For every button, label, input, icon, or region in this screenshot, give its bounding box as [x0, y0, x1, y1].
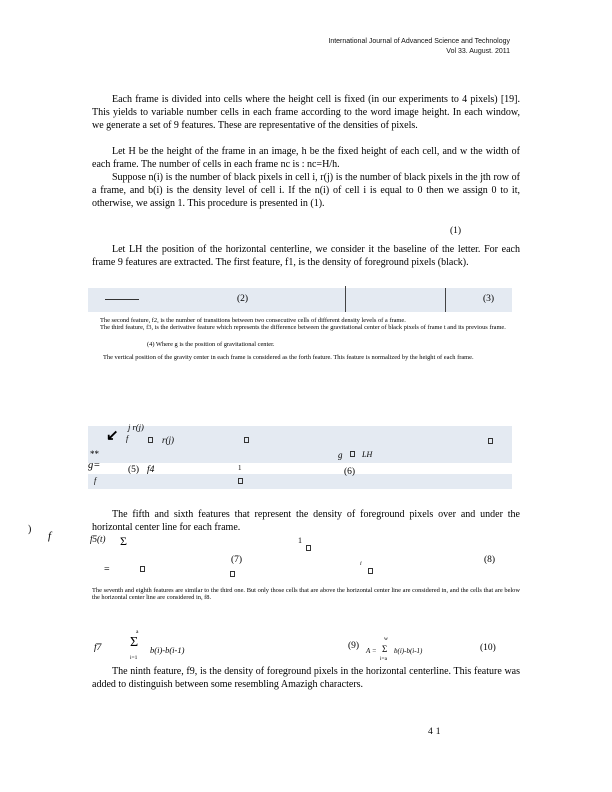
stray-f-artifact: f — [48, 530, 52, 542]
journal-header — [328, 37, 510, 56]
missing-glyph-box — [368, 568, 373, 574]
missing-glyph-box — [350, 451, 355, 457]
equation-f4-symbol: f4 — [147, 465, 155, 475]
equation-rule-vertical — [445, 288, 446, 312]
equation-highlight-band — [88, 474, 512, 489]
missing-glyph-box — [238, 478, 243, 484]
equation-7-label: (7) — [231, 555, 243, 565]
sigma-upper-limit: a — [136, 629, 139, 635]
equation-f7-symbol: f7 — [94, 643, 102, 653]
equation-rule-vertical — [345, 286, 346, 312]
sigma-upper-limit: w — [384, 636, 388, 642]
page-body — [88, 93, 520, 691]
missing-glyph-box — [148, 437, 153, 443]
equation-g-equals: g= — [88, 460, 101, 471]
equation-2-label: (2) — [237, 294, 249, 304]
paragraph-frame-height: Let H be the height of the frame in an image, h be the fixed height of each cell, and w the width of each frame. The number of cells in each frame nc is : nc=H/h. — [92, 146, 520, 170]
arrow-down-left-icon: ↙ — [106, 428, 119, 444]
journal-issue: Vol 33. August. 2011 — [446, 47, 510, 55]
paragraph-ninth-feature: The ninth feature, f9, is the density of foreground pixels in the horizontal centerline. This feature was added to distinguish between some resembling Amazigh characters. — [92, 666, 520, 690]
equation-7-8-region — [92, 534, 520, 582]
equation-equals-sign: = — [104, 564, 110, 575]
equation-9-10-region — [92, 625, 520, 665]
equation-a-equals: A = — [366, 647, 377, 655]
note-second-feature: The second feature, f2, is the number of transitions between two consecutive cells of different density levels of a frame. — [100, 317, 406, 324]
missing-glyph-box — [140, 566, 145, 572]
equation-3-label: (3) — [483, 294, 495, 304]
equation-one-digit: 1 — [238, 464, 242, 472]
equation-b-difference-small: b(i)-b(i-1) — [394, 647, 423, 655]
equation-2-3-row — [92, 288, 520, 312]
journal-title: International Journal of Advanced Science and Technology — [328, 38, 510, 45]
equation-one-digit: 1 — [298, 536, 302, 545]
note-fourth-feature: The vertical position of the gravity center in each frame is considered as the forth feature. This feature is normalized by the height of each frame. — [103, 354, 474, 361]
equation-f-mark: f — [94, 476, 97, 485]
missing-glyph-box — [488, 438, 493, 444]
equation-gravity-region — [88, 422, 520, 502]
missing-glyph-box — [244, 437, 249, 443]
equation-f5t-symbol: f5(t) — [90, 534, 106, 544]
equation-highlight-band — [88, 450, 512, 463]
stray-paren-artifact: ) — [28, 524, 32, 535]
sigma-icon: Σ — [130, 635, 139, 650]
equation-8-label: (8) — [484, 555, 496, 565]
missing-glyph-box — [306, 545, 311, 551]
note-third-feature: The third feature, f3, is the derivative feature which represents the difference between the gravitational center of black pixels of frame t and its previous frame. — [100, 324, 506, 331]
paragraph-fifth-sixth-features: The fifth and sixth features that represent the density of foreground pixels over and under the horizontal center line for each frame. — [92, 509, 520, 533]
equation-numerator-jrj: j r(j) — [128, 422, 144, 432]
sigma-icon: Σ — [120, 534, 127, 548]
equation-10-label: (10) — [480, 643, 496, 653]
paragraph-suppose-pixels: Suppose n(i) is the number of black pixels in cell i, r(j) is the number of black pixels in the jth row of a frame, and b(i) is the density level of cell i. If the n(i) of cell i is equal to 0 then we assign 0 to it, otherwise, we assign 1. This procedure is presented in (1). — [92, 172, 520, 209]
equation-highlight-band — [88, 288, 512, 312]
fraction-bar — [105, 299, 139, 300]
paragraph-cells-division: Each frame is divided into cells where the height cell is fixed (in our experiments to 4 pixels) [19]. This yields to variable number cells in each frame according to the word image height. In each window, we generate a set of 9 features. These are representative of the densities of pixels. — [92, 94, 520, 131]
sigma-lower-limit: i=1 — [130, 655, 138, 661]
equation-g-symbol: g — [338, 450, 343, 460]
equation-b-difference: b(i)-b(i-1) — [150, 645, 185, 655]
equation-1-label: (1) — [450, 226, 462, 236]
sigma-lower-limit: i=a — [380, 656, 388, 662]
sigma-icon: Σ — [382, 644, 388, 654]
equation-6-label: (6) — [344, 467, 356, 477]
equation-f-mark: f — [126, 434, 129, 443]
equation-asterisks: ** — [90, 449, 99, 459]
equation-9-label: (9) — [348, 641, 360, 651]
equation-i-mark: i — [360, 561, 362, 567]
note-equation-4-gravity: (4) Where g is the position of gravitational center. — [147, 341, 275, 348]
paragraph-centerline-lh: Let LH the position of the horizontal centerline, we consider it the baseline of the letter. For each frame 9 features are extracted. The first feature, f1, is the density of foreground pixels (black). — [92, 244, 520, 268]
equation-denominator-rj: r(j) — [162, 435, 174, 445]
missing-glyph-box — [230, 571, 235, 577]
equation-1-row — [92, 223, 520, 243]
note-seventh-eighth-features: The seventh and eighth features are similar to the third one. But only those cells that are above the horizontal center line are considered in, and the cells that are below the horizontal center line are considered in, f8. — [92, 587, 520, 601]
equation-5-label: (5) — [128, 465, 140, 475]
page-number: 41 — [428, 727, 444, 737]
equation-lh-symbol: LH — [362, 450, 373, 459]
